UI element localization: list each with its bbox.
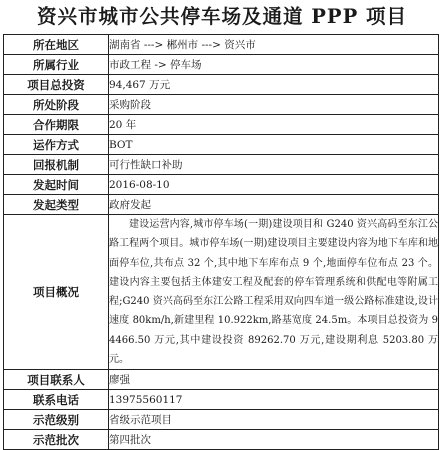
row-label-overview: 项目概况 xyxy=(4,215,109,370)
row-value-overview xyxy=(109,215,439,370)
row-value-term: 20 年 xyxy=(109,115,439,135)
table-row xyxy=(4,75,439,95)
row-label-industry: 所属行业 xyxy=(4,55,109,75)
table-row xyxy=(4,195,439,215)
table-row xyxy=(4,55,439,75)
row-value-demo-level: 省级示范项目 xyxy=(109,410,439,430)
table-row xyxy=(4,430,439,450)
table-row xyxy=(4,95,439,115)
row-label-stage: 所处阶段 xyxy=(4,95,109,115)
table-row xyxy=(4,155,439,175)
row-value-launch-type: 政府发起 xyxy=(109,195,439,215)
row-label-term: 合作期限 xyxy=(4,115,109,135)
row-label-region: 所在地区 xyxy=(4,35,109,55)
table-row xyxy=(4,175,439,195)
row-label-demo-batch: 示范批次 xyxy=(4,430,109,450)
table-row xyxy=(4,370,439,390)
table-row xyxy=(4,215,439,370)
row-value-region: 湖南省 ---> 郴州市 ---> 资兴市 xyxy=(109,35,439,55)
table-row xyxy=(4,35,439,55)
row-value-contact: 廖强 xyxy=(109,370,439,390)
row-value-industry: 市政工程 -> 停车场 xyxy=(109,55,439,75)
row-value-stage: 采购阶段 xyxy=(109,95,439,115)
overview-paragraph: 建设运营内容,城市停车场(一期)建设项目和 G240 资兴高码至东江公路工程两个项目。城市停车场(一期)建设项目主要建设内容为地下车库和地面停车位,共布点 32 个,其中地下车库布点 9 个,地面停车位布点 23 个。建设内容主要包括主体建安工程及配套的停车管理系统和供配电等附属工程;G240 资兴高码至东江公路工程采用双向四车道一级公路标准建设,设计速度 80km/h,新建里程 10.922km,路基宽度 24.5m。本项目总投资为 94466.50 万元,其中建设投资 89262.70 万元,建设期利息 5203.80 万元。 xyxy=(109,219,438,366)
row-label-total-investment: 项目总投资 xyxy=(4,75,109,95)
row-label-launch-date: 发起时间 xyxy=(4,175,109,195)
row-label-launch-type: 发起类型 xyxy=(4,195,109,215)
document-title: 资兴市城市公共停车场及通道 PPP 项目 xyxy=(36,5,408,28)
row-value-return-mechanism: 可行性缺口补助 xyxy=(109,155,439,175)
row-label-operation-mode: 运作方式 xyxy=(4,135,109,155)
row-label-return-mechanism: 回报机制 xyxy=(4,155,109,175)
table-row xyxy=(4,135,439,155)
row-label-phone: 联系电话 xyxy=(4,390,109,410)
row-value-launch-date: 2016-08-10 xyxy=(109,175,439,195)
project-info-table xyxy=(3,34,439,450)
row-label-contact: 项目联系人 xyxy=(4,370,109,390)
row-value-phone: 13975560117 xyxy=(109,390,439,410)
table-row xyxy=(4,410,439,430)
row-value-operation-mode: BOT xyxy=(109,135,439,155)
table-row xyxy=(4,390,439,410)
row-label-demo-level: 示范级别 xyxy=(4,410,109,430)
row-value-total-investment: 94,467 万元 xyxy=(109,75,439,95)
row-value-demo-batch: 第四批次 xyxy=(109,430,439,450)
table-row xyxy=(4,115,439,135)
